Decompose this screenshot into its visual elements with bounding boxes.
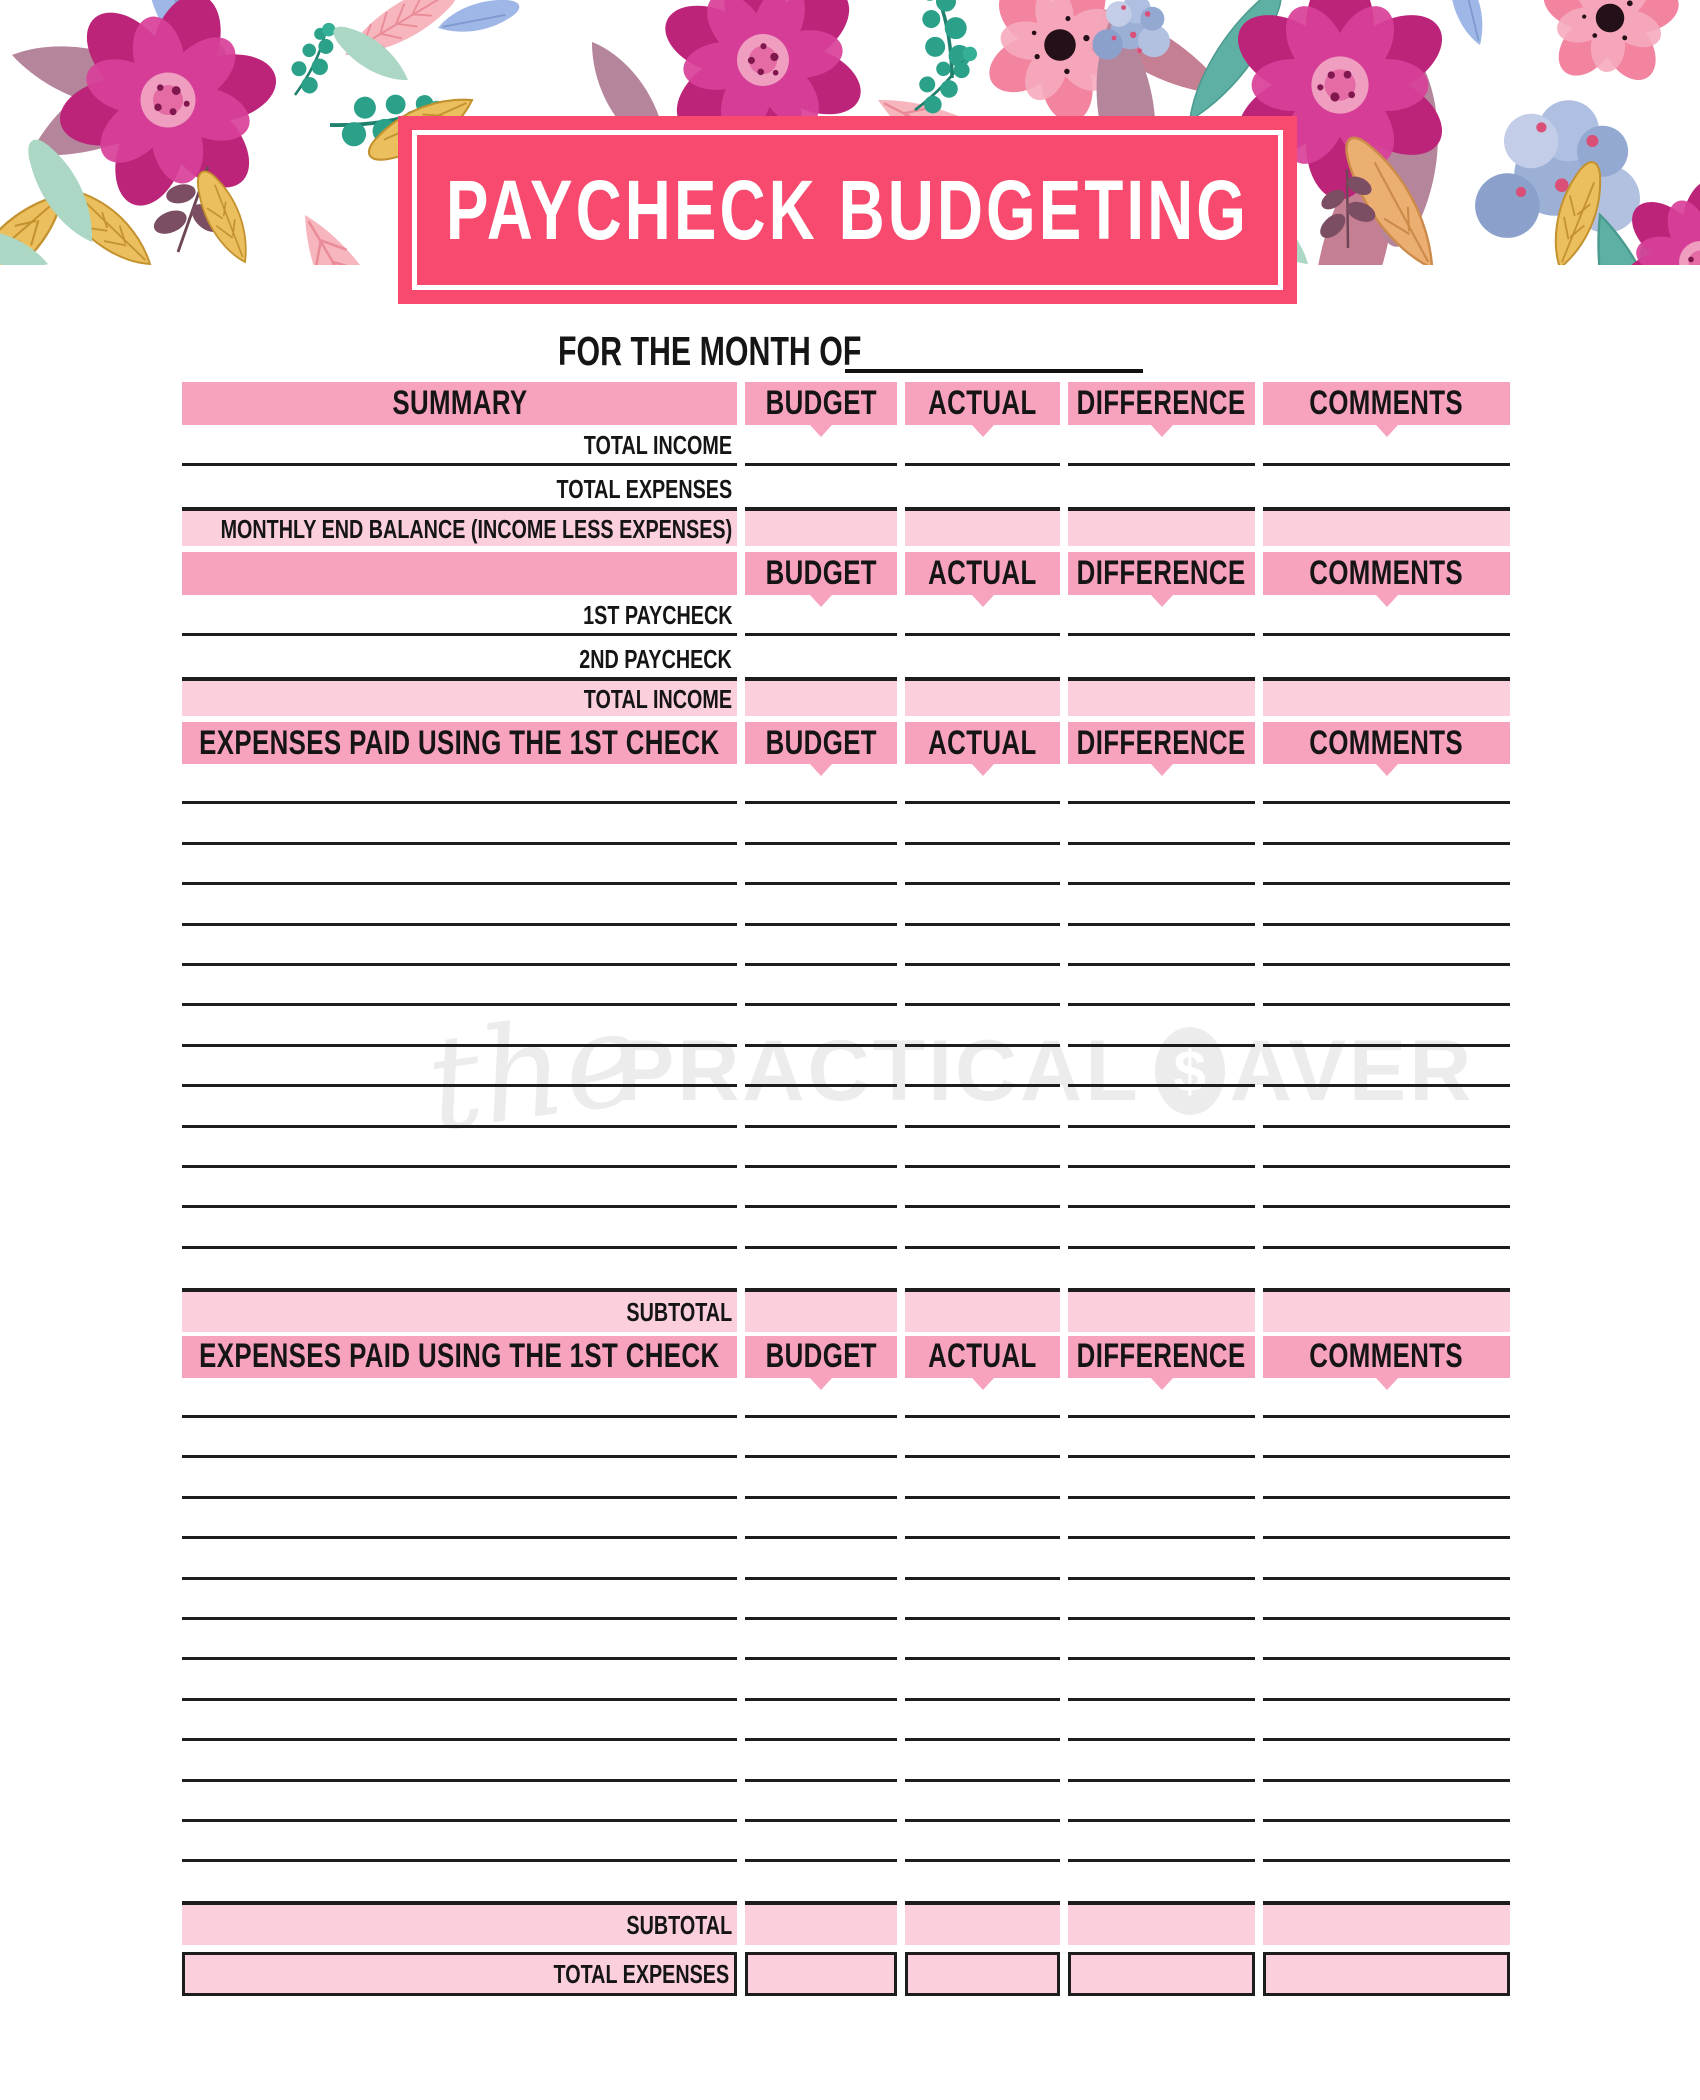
comments-total-field[interactable] — [1263, 1288, 1510, 1332]
blank-row — [182, 1458, 1510, 1498]
actual-total-field[interactable] — [905, 507, 1060, 546]
row-label-cell — [182, 1901, 737, 1945]
comments-field[interactable] — [1263, 1741, 1510, 1781]
comments-field[interactable] — [1263, 1499, 1510, 1539]
budget-field[interactable] — [745, 885, 897, 925]
header-difference — [1068, 382, 1255, 425]
header-label-cell — [182, 722, 737, 764]
header-budget — [745, 722, 897, 764]
header-comments-label: COMMENTS — [1309, 384, 1464, 422]
row-label-text: 1ST PAYCHECK — [582, 600, 732, 630]
expense-name-field[interactable] — [182, 1047, 737, 1087]
budget-grand-total-field[interactable] — [745, 1952, 897, 1996]
difference-field[interactable] — [1068, 1168, 1255, 1208]
header-difference — [1068, 722, 1255, 764]
header-difference-label: DIFFERENCE — [1077, 1337, 1246, 1376]
budget-field[interactable] — [745, 1782, 897, 1822]
header-difference-label: DIFFERENCE — [1077, 554, 1246, 592]
budget-field[interactable] — [745, 926, 897, 966]
row-label-cell — [182, 1952, 737, 1996]
actual-field[interactable] — [905, 845, 1060, 885]
header-actual-label: ACTUAL — [928, 384, 1037, 422]
blank-row — [182, 1499, 1510, 1539]
actual-field[interactable] — [905, 1168, 1060, 1208]
blank-row — [182, 1208, 1510, 1248]
row-label-text: TOTAL EXPENSES — [556, 474, 732, 504]
page-title: PAYCHECK BUDGETING — [445, 163, 1250, 257]
section-header-label: SUMMARY — [391, 384, 528, 422]
actual-field[interactable] — [905, 1378, 1060, 1418]
comments-field[interactable] — [1263, 764, 1510, 804]
header-difference-label: DIFFERENCE — [1077, 723, 1246, 762]
blank-row — [182, 1128, 1510, 1168]
row-label — [537, 683, 732, 714]
budget-field[interactable] — [745, 1168, 897, 1208]
comments-field[interactable] — [1263, 1660, 1510, 1700]
row-label-text: SUBTOTAL — [626, 1296, 732, 1327]
row-label-cell — [182, 425, 737, 466]
difference-total-field[interactable] — [1068, 1901, 1255, 1945]
row-label-text: SUBTOTAL — [626, 1910, 732, 1941]
budget-field[interactable] — [745, 966, 897, 1006]
budget-field[interactable] — [745, 1458, 897, 1498]
blank-row — [182, 1782, 1510, 1822]
difference-total-field[interactable] — [1068, 1288, 1255, 1332]
expense-name-field[interactable] — [182, 1208, 737, 1248]
difference-field[interactable] — [1068, 804, 1255, 844]
row-total-income — [182, 677, 1510, 716]
budget-table — [182, 382, 1510, 1996]
budget-total-field[interactable] — [745, 1901, 897, 1945]
budget-field[interactable] — [745, 1539, 897, 1579]
blank-row — [182, 926, 1510, 966]
expense-name-field[interactable] — [182, 1168, 737, 1208]
actual-field[interactable] — [905, 1208, 1060, 1248]
expense-name-field[interactable] — [182, 1006, 737, 1046]
budget-field[interactable] — [745, 1418, 897, 1458]
difference-field[interactable] — [1068, 1047, 1255, 1087]
comments-field[interactable] — [1263, 1539, 1510, 1579]
actual-field[interactable] — [905, 966, 1060, 1006]
actual-field[interactable] — [905, 1087, 1060, 1127]
row-subtotal — [182, 1901, 1510, 1945]
section-expenses-first — [182, 722, 1510, 1332]
actual-field[interactable] — [905, 466, 1060, 507]
difference-field[interactable] — [1068, 1782, 1255, 1822]
difference-total-field[interactable] — [1068, 677, 1255, 716]
actual-field[interactable] — [905, 804, 1060, 844]
comments-field[interactable] — [1263, 595, 1510, 636]
difference-field[interactable] — [1068, 636, 1255, 677]
expense-name-field[interactable] — [182, 1741, 737, 1781]
comments-field[interactable] — [1263, 885, 1510, 925]
difference-field[interactable] — [1068, 926, 1255, 966]
expense-name-field[interactable] — [182, 1620, 737, 1660]
row-label-text: TOTAL INCOME — [583, 683, 732, 714]
title-banner — [398, 116, 1297, 304]
expense-name-field[interactable] — [182, 1822, 737, 1862]
comments-field[interactable] — [1263, 1418, 1510, 1458]
expense-name-field[interactable] — [182, 764, 737, 804]
actual-total-field[interactable] — [905, 677, 1060, 716]
section-income — [182, 552, 1510, 716]
budget-field[interactable] — [745, 425, 897, 466]
budget-total-field[interactable] — [745, 1288, 897, 1332]
watermark-word1: PRACTICAL — [616, 1023, 1141, 1119]
blank-row — [182, 1580, 1510, 1620]
difference-grand-total-field[interactable] — [1068, 1952, 1255, 1996]
comments-field[interactable] — [1263, 845, 1510, 885]
blank-row — [182, 1701, 1510, 1741]
section-expenses-second — [182, 1336, 1510, 1997]
budget-field[interactable] — [745, 1378, 897, 1418]
comments-field[interactable] — [1263, 636, 1510, 677]
comments-field[interactable] — [1263, 1378, 1510, 1418]
section-header-label: EXPENSES PAID USING THE 1ST CHECK — [199, 1337, 720, 1376]
comments-field[interactable] — [1263, 926, 1510, 966]
comments-field[interactable] — [1263, 804, 1510, 844]
row-label-cell — [182, 677, 737, 716]
difference-field[interactable] — [1068, 1128, 1255, 1168]
expense-name-field[interactable] — [182, 1128, 737, 1168]
row-total-expenses — [182, 1952, 1510, 1996]
expense-name-field[interactable] — [182, 1580, 737, 1620]
difference-field[interactable] — [1068, 466, 1255, 507]
difference-field[interactable] — [1068, 1701, 1255, 1741]
comments-field[interactable] — [1263, 1006, 1510, 1046]
difference-field[interactable] — [1068, 1620, 1255, 1660]
difference-total-field[interactable] — [1068, 507, 1255, 546]
actual-grand-total-field[interactable] — [905, 1952, 1060, 1996]
budget-field[interactable] — [745, 1580, 897, 1620]
actual-field[interactable] — [905, 1499, 1060, 1539]
actual-total-field[interactable] — [905, 1901, 1060, 1945]
expense-name-field[interactable] — [182, 1782, 737, 1822]
expense-name-field[interactable] — [182, 966, 737, 1006]
header-label-cell — [182, 1336, 737, 1378]
blank-row — [182, 966, 1510, 1006]
header-comments-label: COMMENTS — [1309, 723, 1464, 762]
row-label-cell — [182, 595, 737, 636]
actual-field[interactable] — [905, 1458, 1060, 1498]
row-label-text: TOTAL INCOME — [583, 430, 732, 460]
difference-field[interactable] — [1068, 425, 1255, 466]
blank-row — [182, 1168, 1510, 1208]
comments-field[interactable] — [1263, 1701, 1510, 1741]
header-budget — [745, 382, 897, 425]
header-comments — [1263, 552, 1510, 595]
difference-field[interactable] — [1068, 1378, 1255, 1418]
budget-field[interactable] — [745, 764, 897, 804]
comments-field[interactable] — [1263, 1620, 1510, 1660]
difference-field[interactable] — [1068, 1660, 1255, 1700]
comments-field[interactable] — [1263, 466, 1510, 507]
row-total-expenses — [182, 466, 1510, 507]
actual-field[interactable] — [905, 1782, 1060, 1822]
expense-name-field[interactable] — [182, 1087, 737, 1127]
difference-field[interactable] — [1068, 1822, 1255, 1862]
budget-field[interactable] — [745, 1087, 897, 1127]
row-label-cell — [182, 636, 737, 677]
blank-row — [182, 1741, 1510, 1781]
watermark-script-word: the — [418, 980, 651, 1162]
budget-field[interactable] — [745, 1741, 897, 1781]
actual-field[interactable] — [905, 425, 1060, 466]
comments-field[interactable] — [1263, 1087, 1510, 1127]
actual-total-field[interactable] — [905, 1288, 1060, 1332]
actual-field[interactable] — [905, 926, 1060, 966]
difference-field[interactable] — [1068, 1458, 1255, 1498]
budget-field[interactable] — [745, 595, 897, 636]
blank-row — [182, 1660, 1510, 1700]
actual-field[interactable] — [905, 1620, 1060, 1660]
blank-row — [182, 885, 1510, 925]
blank-row — [182, 764, 1510, 804]
row-label — [501, 476, 732, 502]
blank-row — [182, 1620, 1510, 1660]
expense-name-field[interactable] — [182, 1499, 737, 1539]
actual-field[interactable] — [905, 885, 1060, 925]
header-budget-label: BUDGET — [765, 723, 877, 762]
header-actual — [905, 552, 1060, 595]
expense-name-field[interactable] — [182, 885, 737, 925]
expense-name-field[interactable] — [182, 1539, 737, 1579]
section-header-summary — [182, 382, 1510, 425]
header-actual — [905, 1336, 1060, 1378]
budget-field[interactable] — [745, 1047, 897, 1087]
budget-field[interactable] — [745, 1499, 897, 1539]
header-actual — [905, 382, 1060, 425]
difference-field[interactable] — [1068, 1418, 1255, 1458]
budget-field[interactable] — [745, 804, 897, 844]
blank-row — [182, 1418, 1510, 1458]
blank-row — [182, 1378, 1510, 1418]
blank-row — [182, 1006, 1510, 1046]
comments-field[interactable] — [1263, 1822, 1510, 1862]
actual-field[interactable] — [905, 1580, 1060, 1620]
expense-name-field[interactable] — [182, 1701, 737, 1741]
comments-field[interactable] — [1263, 425, 1510, 466]
row-label-cell — [182, 466, 737, 507]
blank-row — [182, 1087, 1510, 1127]
comments-field[interactable] — [1263, 1128, 1510, 1168]
difference-field[interactable] — [1068, 764, 1255, 804]
month-input-line[interactable] — [845, 331, 1143, 373]
row-label — [536, 602, 733, 628]
row-1st-paycheck — [182, 595, 1510, 636]
budget-field[interactable] — [745, 636, 897, 677]
difference-field[interactable] — [1068, 1006, 1255, 1046]
section-header-expenses-second — [182, 1336, 1510, 1378]
actual-field[interactable] — [905, 1660, 1060, 1700]
difference-field[interactable] — [1068, 1087, 1255, 1127]
row-subtotal — [182, 1288, 1510, 1332]
budget-total-field[interactable] — [745, 677, 897, 716]
expense-name-field[interactable] — [182, 1660, 737, 1700]
actual-field[interactable] — [905, 764, 1060, 804]
comments-grand-total-field[interactable] — [1263, 1952, 1510, 1996]
header-label-cell — [182, 552, 737, 595]
header-budget — [745, 552, 897, 595]
row-monthly-end-balance-income-less-expenses — [182, 507, 1510, 546]
budget-field[interactable] — [745, 1701, 897, 1741]
section-summary — [182, 382, 1510, 546]
expense-name-field[interactable] — [182, 845, 737, 885]
difference-field[interactable] — [1068, 885, 1255, 925]
actual-field[interactable] — [905, 1006, 1060, 1046]
section-header-label: EXPENSES PAID USING THE 1ST CHECK — [199, 723, 720, 762]
header-actual-label: ACTUAL — [928, 554, 1037, 592]
comments-field[interactable] — [1263, 1580, 1510, 1620]
comments-total-field[interactable] — [1263, 507, 1510, 546]
header-comments — [1263, 722, 1510, 764]
budget-field[interactable] — [745, 1128, 897, 1168]
actual-field[interactable] — [905, 1418, 1060, 1458]
budget-field[interactable] — [745, 1620, 897, 1660]
difference-field[interactable] — [1068, 1741, 1255, 1781]
expense-name-field[interactable] — [182, 926, 737, 966]
expense-name-field[interactable] — [182, 1378, 737, 1418]
header-difference — [1068, 552, 1255, 595]
blank-row — [182, 1539, 1510, 1579]
expense-name-field[interactable] — [182, 1418, 737, 1458]
budget-total-field[interactable] — [745, 507, 897, 546]
header-budget-label: BUDGET — [765, 554, 877, 592]
row-label-text: TOTAL EXPENSES — [553, 1959, 729, 1990]
actual-field[interactable] — [905, 1741, 1060, 1781]
section-header-income — [182, 552, 1510, 595]
comments-total-field[interactable] — [1263, 677, 1510, 716]
budget-field[interactable] — [745, 1208, 897, 1248]
budget-field[interactable] — [745, 845, 897, 885]
header-label-cell — [182, 382, 737, 425]
difference-field[interactable] — [1068, 595, 1255, 636]
row-label-text: MONTHLY END BALANCE (INCOME LESS EXPENSES) — [220, 513, 732, 544]
difference-field[interactable] — [1068, 966, 1255, 1006]
actual-field[interactable] — [905, 1701, 1060, 1741]
row-label-cell — [182, 1288, 737, 1332]
row-2nd-paycheck — [182, 636, 1510, 677]
comments-field[interactable] — [1263, 1047, 1510, 1087]
header-difference — [1068, 1336, 1255, 1378]
blank-row — [182, 845, 1510, 885]
difference-field[interactable] — [1068, 1539, 1255, 1579]
actual-field[interactable] — [905, 1539, 1060, 1579]
budget-field[interactable] — [745, 466, 897, 507]
header-actual — [905, 722, 1060, 764]
blank-row — [182, 1047, 1510, 1087]
difference-field[interactable] — [1068, 1499, 1255, 1539]
comments-field[interactable] — [1263, 1168, 1510, 1208]
header-difference-label: DIFFERENCE — [1077, 384, 1246, 422]
actual-field[interactable] — [905, 1822, 1060, 1862]
actual-field[interactable] — [905, 595, 1060, 636]
expense-name-field[interactable] — [182, 1458, 737, 1498]
header-comments-label: COMMENTS — [1309, 1337, 1464, 1376]
header-actual-label: ACTUAL — [928, 1337, 1037, 1376]
row-label — [537, 432, 732, 458]
month-prompt-text: FOR THE MONTH OF — [558, 328, 862, 374]
comments-field[interactable] — [1263, 1458, 1510, 1498]
comments-total-field[interactable] — [1263, 1901, 1510, 1945]
row-label — [531, 646, 732, 672]
difference-field[interactable] — [1068, 1580, 1255, 1620]
comments-field[interactable] — [1263, 966, 1510, 1006]
header-budget-label: BUDGET — [765, 1337, 877, 1376]
watermark-dollar-icon: $ — [1155, 1027, 1225, 1115]
row-label — [593, 1910, 732, 1941]
blank-row — [182, 1822, 1510, 1862]
comments-field[interactable] — [1263, 1208, 1510, 1248]
header-comments-label: COMMENTS — [1309, 554, 1464, 592]
difference-field[interactable] — [1068, 1208, 1255, 1248]
expense-name-field[interactable] — [182, 804, 737, 844]
budget-field[interactable] — [745, 1006, 897, 1046]
header-comments — [1263, 1336, 1510, 1378]
blank-row — [182, 804, 1510, 844]
watermark-word2: AVER — [1229, 1023, 1475, 1119]
row-label — [59, 513, 732, 544]
row-label-cell — [182, 507, 737, 546]
actual-field[interactable] — [905, 636, 1060, 677]
row-label-text: 2ND PAYCHECK — [579, 644, 732, 674]
budget-field[interactable] — [745, 1822, 897, 1862]
row-label — [593, 1296, 732, 1327]
section-header-expenses-first — [182, 722, 1510, 764]
actual-field[interactable] — [905, 1128, 1060, 1168]
row-total-income — [182, 425, 1510, 466]
header-comments — [1263, 382, 1510, 425]
difference-field[interactable] — [1068, 845, 1255, 885]
comments-field[interactable] — [1263, 1782, 1510, 1822]
header-budget-label: BUDGET — [765, 384, 877, 422]
actual-field[interactable] — [905, 1047, 1060, 1087]
row-label — [498, 1959, 729, 1990]
header-actual-label: ACTUAL — [928, 723, 1037, 762]
budget-field[interactable] — [745, 1660, 897, 1700]
header-budget — [745, 1336, 897, 1378]
